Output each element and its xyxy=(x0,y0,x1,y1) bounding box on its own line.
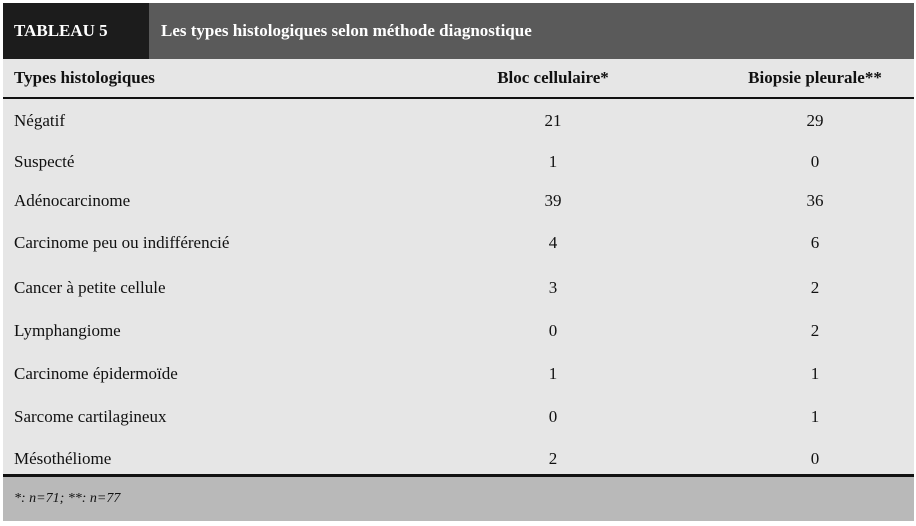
cell-biopsie-pleurale: 6 xyxy=(810,233,820,252)
cell-bloc-cellulaire: 0 xyxy=(548,321,558,340)
cell-type: Sarcome cartilagineux xyxy=(14,407,167,426)
table-number-label: TABLEAU 5 xyxy=(3,3,149,59)
cell-biopsie-pleurale: 0 xyxy=(810,449,820,468)
cell-biopsie-pleurale: 2 xyxy=(810,278,820,297)
cell-type: Carcinome peu ou indifférencié xyxy=(14,233,230,252)
table-row xyxy=(3,397,914,437)
cell-biopsie-pleurale: 2 xyxy=(810,321,820,340)
table-row xyxy=(3,221,914,265)
cell-type: Lymphangiome xyxy=(14,321,121,340)
table-row xyxy=(3,311,914,351)
header-biopsie-pleurale: Biopsie pleurale** xyxy=(748,68,882,87)
cell-type: Mésothéliome xyxy=(14,449,112,468)
cell-type: Suspecté xyxy=(14,152,75,171)
cell-type: Cancer à petite cellule xyxy=(14,278,166,297)
table-row xyxy=(3,99,914,143)
table-footnote: *: n=71; **: n=77 xyxy=(3,477,914,521)
table-row xyxy=(3,143,914,181)
cell-type: Carcinome épidermoïde xyxy=(14,364,178,383)
table-header-row xyxy=(3,59,914,99)
cell-bloc-cellulaire: 1 xyxy=(548,152,558,171)
cell-bloc-cellulaire: 39 xyxy=(544,191,562,210)
cell-biopsie-pleurale: 1 xyxy=(810,407,820,426)
histology-table xyxy=(3,3,914,521)
cell-biopsie-pleurale: 1 xyxy=(810,364,820,383)
table-row xyxy=(3,351,914,397)
cell-bloc-cellulaire: 3 xyxy=(548,278,558,297)
cell-type: Adénocarcinome xyxy=(14,191,131,210)
table-row xyxy=(3,181,914,221)
cell-bloc-cellulaire: 1 xyxy=(548,364,558,383)
table-row xyxy=(3,265,914,311)
cell-bloc-cellulaire: 4 xyxy=(548,233,558,252)
cell-biopsie-pleurale: 36 xyxy=(806,191,824,210)
cell-bloc-cellulaire: 0 xyxy=(548,407,558,426)
table-title: Les types histologiques selon méthode diagnostique xyxy=(161,21,532,40)
table-body xyxy=(3,99,914,481)
cell-biopsie-pleurale: 0 xyxy=(810,152,820,171)
header-bloc-cellulaire: Bloc cellulaire* xyxy=(497,68,609,87)
cell-biopsie-pleurale: 29 xyxy=(806,111,824,130)
table-title-bar xyxy=(3,3,914,59)
cell-type: Négatif xyxy=(14,111,65,130)
cell-bloc-cellulaire: 21 xyxy=(544,111,562,130)
cell-bloc-cellulaire: 2 xyxy=(548,449,558,468)
header-types-histologiques: Types histologiques xyxy=(14,68,155,87)
